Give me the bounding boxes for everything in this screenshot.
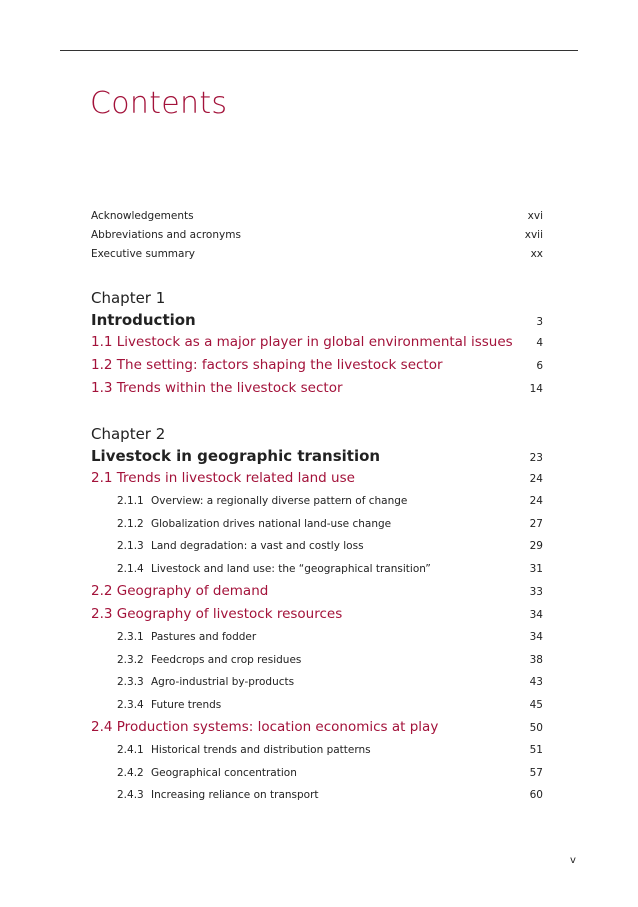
section-label [91,603,342,626]
subsection-label [117,513,391,536]
subsection-label [117,671,294,694]
section-page: 34 [529,609,543,621]
subsection-number: 2.4.2 [117,766,144,779]
subsection-title: Land degradation: a vast and costly loss [151,540,364,552]
toc-entry-subsection[interactable] [91,694,543,717]
section-number: 2.2 [91,583,113,599]
subsection-label [117,490,407,513]
section-page: 14 [529,383,543,395]
section-label [91,580,268,603]
chapter-label: Chapter 2 [91,425,166,443]
toc-entry-subsection[interactable] [91,671,543,694]
subsection-label [117,535,364,558]
toc-entry-section[interactable] [91,603,543,626]
subsection-page: 34 [529,631,543,643]
subsection-title: Agro-industrial by-products [151,676,295,688]
section-page: 6 [536,360,543,372]
section-title: Trends within the livestock sector [116,380,343,396]
toc-entry-label: Executive summary [91,248,196,260]
section-label [91,467,355,490]
chapter-title: Introduction [91,311,196,329]
subsection-title: Overview: a regionally diverse pattern of change [151,495,408,507]
chapter-title-entry[interactable] [91,445,543,467]
toc-entry-section[interactable] [91,377,543,400]
toc-entry-label: Acknowledgements [91,210,194,222]
section-number: 1.1 [91,334,113,350]
section-label [91,331,513,354]
toc-entry-label: Abbreviations and acronyms [91,229,241,241]
top-rule [60,50,578,51]
section-title: Trends in livestock related land use [116,470,355,486]
subsection-title: Globalization drives national land-use change [151,517,392,530]
section-title: Livestock as a major player in global environmental issues [116,334,513,350]
subsection-title: Future trends [151,698,222,711]
subsection-number: 2.4.1 [117,744,144,756]
chapter-spacer [91,400,543,412]
subsection-label [117,694,221,717]
section-title: Production systems: location economics at play [116,719,439,735]
subsection-page: 51 [529,744,543,756]
toc-entry-subsection[interactable] [91,490,543,513]
section-label [91,354,443,377]
toc-entry-page: xvi [527,210,543,222]
subsection-page: 31 [529,562,543,575]
section-number: 2.3 [91,606,113,622]
subsection-label [117,649,301,672]
subsection-label [117,558,431,581]
toc-entry-subsection[interactable] [91,762,543,785]
toc-entry-section[interactable] [91,716,543,739]
subsection-title: Feedcrops and crop residues [151,653,302,666]
subsection-number: 2.1.2 [117,517,144,530]
section-page: 4 [536,337,543,349]
subsection-number: 2.1.3 [117,540,144,552]
subsection-number: 2.1.1 [117,495,144,507]
toc-entry-subsection[interactable] [91,784,543,807]
subsection-page: 27 [529,517,543,530]
subsection-number: 2.4.3 [117,789,144,801]
toc-entry-page: xvii [524,229,543,241]
toc-entry-front-matter[interactable] [91,207,543,226]
chapter-title: Livestock in geographic transition [91,447,381,465]
subsection-page: 24 [529,495,543,507]
subsection-page: 60 [529,789,543,801]
subsection-title: Geographical concentration [151,766,297,779]
section-label [91,716,438,739]
toc-entry-subsection[interactable] [91,649,543,672]
section-number: 1.2 [91,357,113,373]
section-title: Geography of demand [116,583,269,599]
subsection-label [117,762,297,785]
chapter-page: 23 [529,452,543,464]
section-title: Geography of livestock resources [116,606,343,622]
subsection-number: 2.3.4 [117,698,144,711]
subsection-title: Pastures and fodder [151,631,257,643]
section-title: The setting: factors shaping the livestock sector [116,357,443,373]
section-number: 2.4 [91,719,113,735]
toc-entry-subsection[interactable] [91,513,543,536]
toc-entry-section[interactable] [91,467,543,490]
page-title: Contents [90,86,228,121]
subsection-label [117,739,371,762]
section-page: 33 [529,586,543,598]
toc-entry-subsection[interactable] [91,535,543,558]
subsection-title: Livestock and land use: the “geographical transition” [151,562,431,575]
chapter-title-entry[interactable] [91,309,543,331]
subsection-label [117,784,319,807]
toc-entry-section[interactable] [91,354,543,377]
toc-entry-front-matter[interactable] [91,226,543,245]
subsection-number: 2.3.3 [117,676,144,688]
section-page: 50 [529,722,543,734]
subsection-label [117,626,256,649]
page-number: v [570,855,576,866]
subsection-page: 38 [529,653,543,666]
toc-entry-front-matter[interactable] [91,245,543,264]
toc-entry-subsection[interactable] [91,558,543,581]
section-number: 2.1 [91,470,113,486]
subsection-title: Historical trends and distribution patterns [151,744,371,756]
subsection-number: 2.1.4 [117,562,144,575]
subsection-number: 2.3.1 [117,631,144,643]
section-label [91,377,343,400]
subsection-page: 29 [529,540,543,552]
subsection-title: Increasing reliance on transport [151,789,319,801]
chapter-page: 3 [536,316,543,328]
subsection-page: 57 [529,766,543,779]
toc-entry-subsection[interactable] [91,626,543,649]
toc-entry-subsection[interactable] [91,739,543,762]
chapter-label: Chapter 1 [91,289,166,307]
table-of-contents [91,207,543,807]
toc-entry-page: xx [530,248,543,260]
subsection-page: 43 [529,676,543,688]
section-page: 24 [529,473,543,485]
toc-entry-section[interactable] [91,331,543,354]
subsection-number: 2.3.2 [117,653,144,666]
toc-entry-section[interactable] [91,580,543,603]
section-number: 1.3 [91,380,113,396]
subsection-page: 45 [529,698,543,711]
